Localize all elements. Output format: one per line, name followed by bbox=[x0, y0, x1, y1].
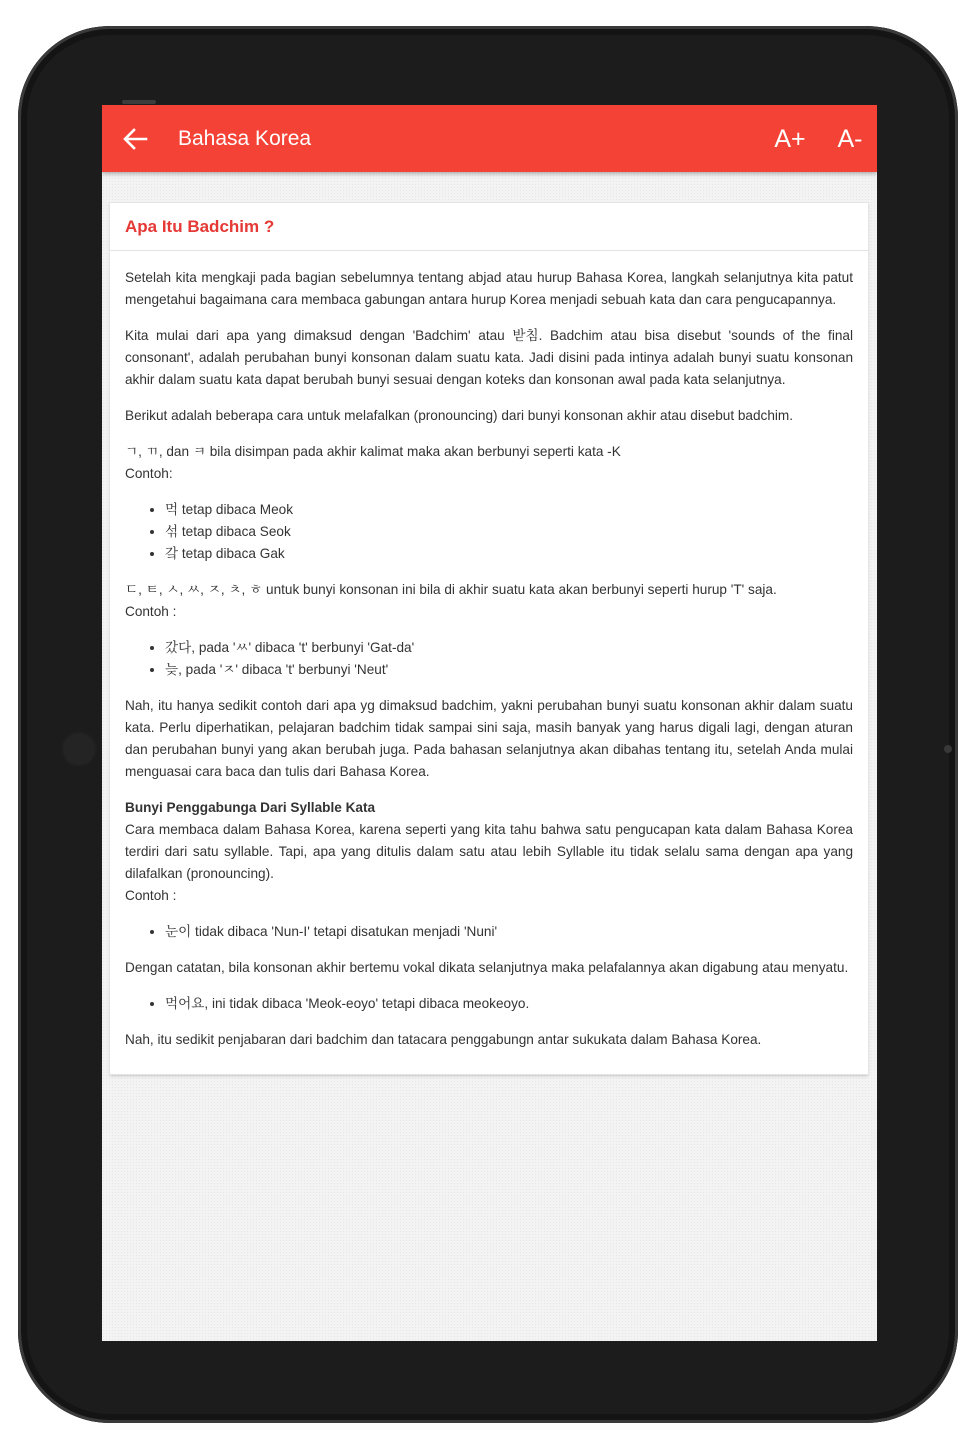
list-item: • 먹어요, ini tidak dibaca 'Meok-eoyo' tetapi dibaca meokeoyo. bbox=[165, 993, 853, 1015]
paragraph-note: Dengan catatan, bila konsonan akhir bertemu vokal dikata selanjutnya maka pelafalannya akan digabung atau menyatu. bbox=[125, 960, 849, 975]
article-body bbox=[110, 251, 868, 1051]
list-item: • 먹 tetap dibaca Meok bbox=[165, 499, 853, 521]
example-label: Contoh : bbox=[125, 604, 177, 619]
list-item: • 갔다, pada 'ㅆ' dibaca 't' berbunyi 'Gat-da' bbox=[165, 637, 853, 659]
list-item: • 갘 tetap dibaca Gak bbox=[165, 543, 853, 565]
font-decrease-button[interactable]: A- bbox=[837, 125, 863, 153]
rule-k-text: ㄱ, ㄲ, dan ㅋ bila disimpan pada akhir kalimat maka akan berbunyi seperti kata -K bbox=[125, 444, 621, 459]
paragraph-intro: Setelah kita mengkaji pada bagian sebelumnya tentang abjad atau hurup Bahasa Korea, langkah selanjutnya kita patut mengetahui bagaimana cara membaca gabungan antara hurup Korea menjadi sebuah kata dan cara pengucapannya. bbox=[125, 270, 853, 307]
example-list-note bbox=[125, 993, 853, 1015]
speaker-grille bbox=[122, 100, 156, 104]
example-label: Contoh: bbox=[125, 466, 173, 481]
example-list-syllable bbox=[125, 921, 853, 943]
article-title: Apa Itu Badchim ? bbox=[125, 217, 275, 236]
example-list-k bbox=[125, 499, 853, 565]
example-list-t bbox=[125, 637, 853, 681]
rule-t bbox=[125, 579, 853, 623]
list-item: • 섞 tetap dibaca Seok bbox=[165, 521, 853, 543]
app-screen bbox=[102, 105, 877, 1341]
app-bar bbox=[102, 105, 877, 172]
list-item: • 눈이 tidak dibaca 'Nun-I' tetapi disatukan menjadi 'Nuni' bbox=[165, 921, 853, 943]
paragraph-syllable: Cara membaca dalam Bahasa Korea, karena seperti yang kita tahu bahwa satu pengucapan kata dalam Bahasa Korea terdiri dari satu syllable. Tapi, apa yang ditulis dalam satu atau lebih Syllable itu tidak selalu sama dengan apa yang dilafalkan (pronouncing). bbox=[125, 822, 853, 881]
font-increase-button[interactable]: A+ bbox=[774, 125, 806, 153]
paragraph-badchim-definition: Kita mulai dari apa yang dimaksud dengan 'Badchim' atau 받침. Badchim atau bisa disebut 'sounds of the final consonant', adalah perubahan bunyi konsonan dalam suatu kata. Jadi disini pada intinya adalah bunyi suatu konsonan akhir dalam suatu kata dapat berubah bunyi sesuai dengan koteks dan konsonan awal pada kata selanjutnya. bbox=[125, 328, 853, 387]
rule-k bbox=[125, 441, 853, 485]
paragraph-closing: Nah, itu sedikit penjabaran dari badchim dan tatacara penggabungn antar sukukata dalam Bahasa Korea. bbox=[125, 1032, 762, 1047]
example-label: Contoh : bbox=[125, 888, 177, 903]
back-button[interactable] bbox=[116, 119, 156, 159]
section-subheading: Bunyi Penggabunga Dari Syllable Kata bbox=[125, 800, 376, 815]
sensor-dot bbox=[944, 745, 952, 753]
section-syllable bbox=[125, 797, 853, 907]
camera-icon bbox=[63, 733, 95, 765]
paragraph-pronouncing: Berikut adalah beberapa cara untuk melafalkan (pronouncing) dari bunyi konsonan akhir atau disebut badchim. bbox=[125, 408, 794, 423]
rule-t-text: ㄷ, ㅌ, ㅅ, ㅆ, ㅈ, ㅊ, ㅎ untuk bunyi konsonan ini bila di akhir suatu kata akan berbunyi seperti hurup 'T' saja. bbox=[125, 582, 777, 597]
paragraph-summary: Nah, itu hanya sedikit contoh dari apa yg dimaksud badchim, yakni perubahan bunyi suatu konsonan akhir dalam suatu kata. Perlu diperhatikan, pelajaran badchim tidak sampai sini saja, masih banyak yang harus digali lagi, dengan aturan dan perubahan bunyi yang akan berubah juga. Pada bahasan selanjutnya akan dibahas tentang itu, setelah Anda mulai menguasai cara baca dan tulis dari Bahasa Korea. bbox=[125, 698, 853, 779]
arrow-left-icon bbox=[122, 127, 148, 151]
article-card bbox=[110, 203, 868, 1074]
article-header bbox=[110, 203, 868, 251]
app-title: Bahasa Korea bbox=[178, 127, 312, 150]
list-item: • 늦, pada 'ㅈ' dibaca 't' berbunyi 'Neut' bbox=[165, 659, 853, 681]
